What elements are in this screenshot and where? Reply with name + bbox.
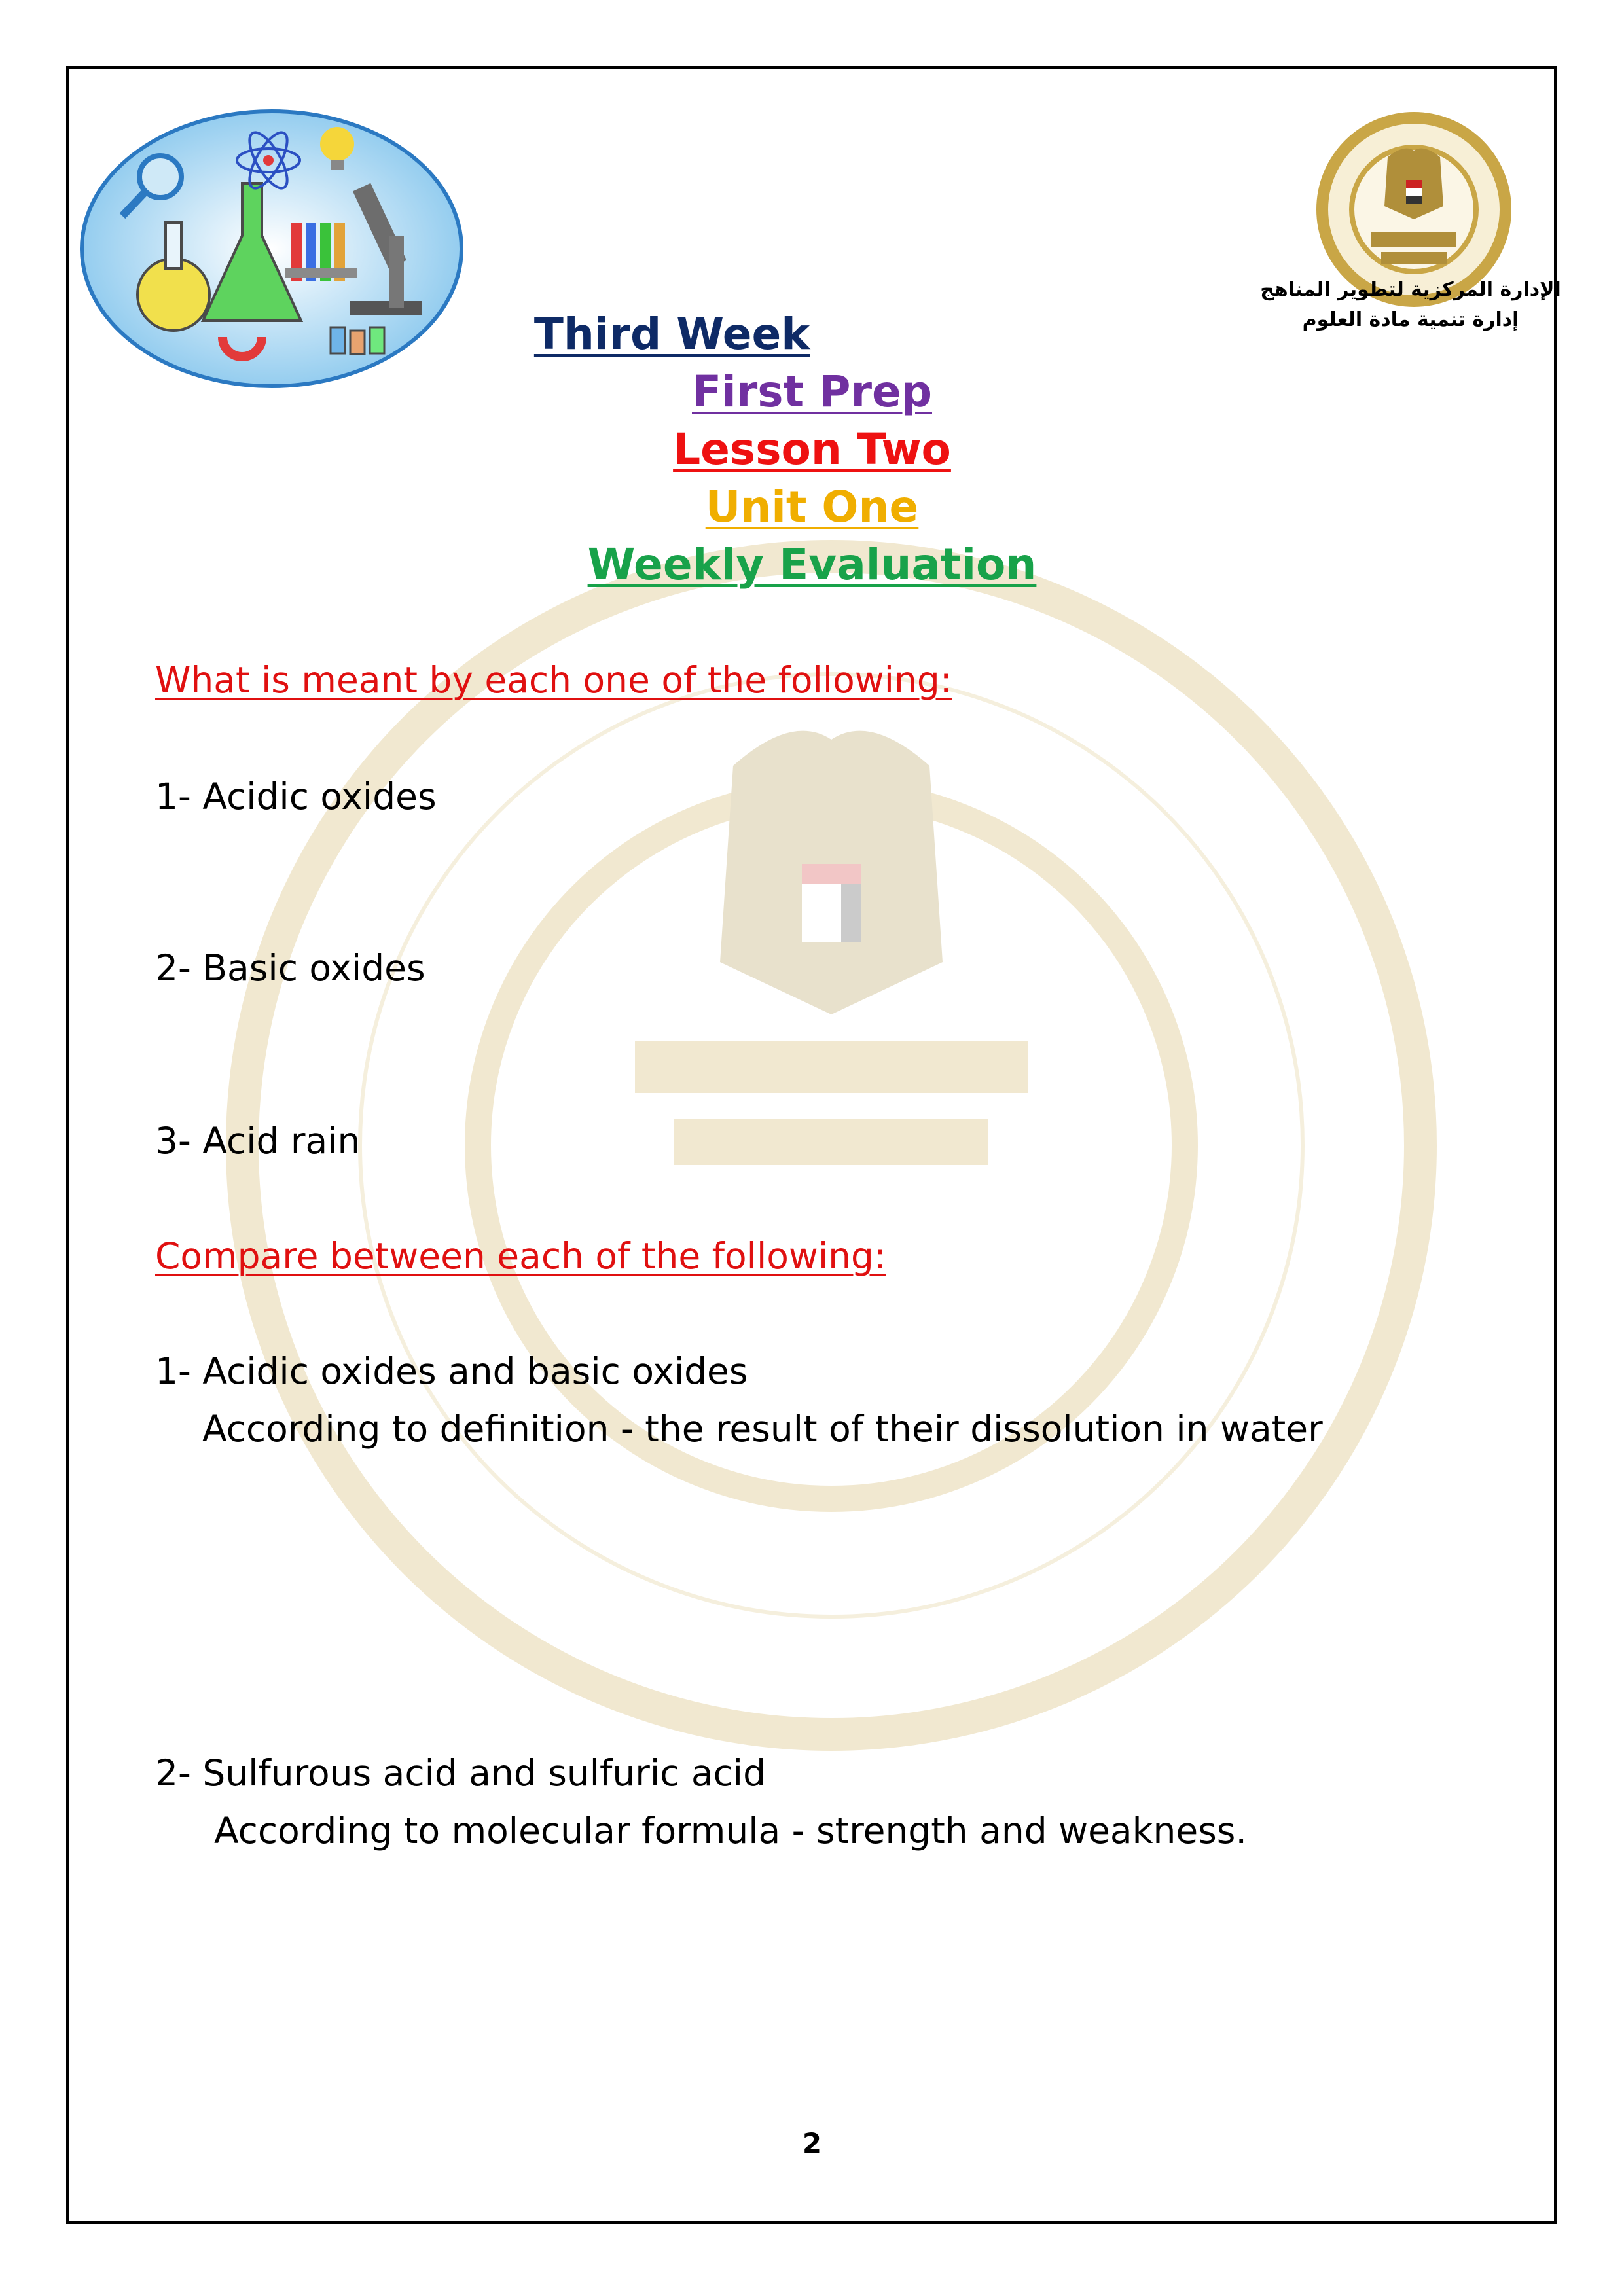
define-section-heading: What is meant by each one of the following: [155,659,952,701]
page-number: 2 [802,2127,822,2159]
week-title: Third Week [533,309,810,359]
compare-item-2-criteria: According to molecular formula - strength and weakness. [214,1810,1247,1852]
unit-title: Unit One [705,482,919,532]
seal-caption-line1: الإدارة المركزية لتطوير المناهج [1260,278,1561,301]
define-item-1: 1- Acidic oxides [155,776,437,817]
ministry-seal-watermark-icon [216,530,1447,1761]
lesson-title: Lesson Two [673,424,951,475]
compare-item-1-title: 1- Acidic oxides and basic oxides [155,1350,748,1392]
compare-section-heading: Compare between each of the following: [155,1235,886,1277]
compare-item-1-criteria: According to definition - the result of their dissolution in water [202,1408,1323,1450]
define-item-3: 3- Acid rain [155,1120,361,1162]
evaluation-title: Weekly Evaluation [587,539,1037,590]
grade-title: First Prep [692,367,932,417]
define-item-2: 2- Basic oxides [155,947,425,989]
compare-item-2-title: 2- Sulfurous acid and sulfuric acid [155,1752,766,1794]
seal-caption-line2: إدارة تنمية مادة العلوم [1302,308,1519,331]
